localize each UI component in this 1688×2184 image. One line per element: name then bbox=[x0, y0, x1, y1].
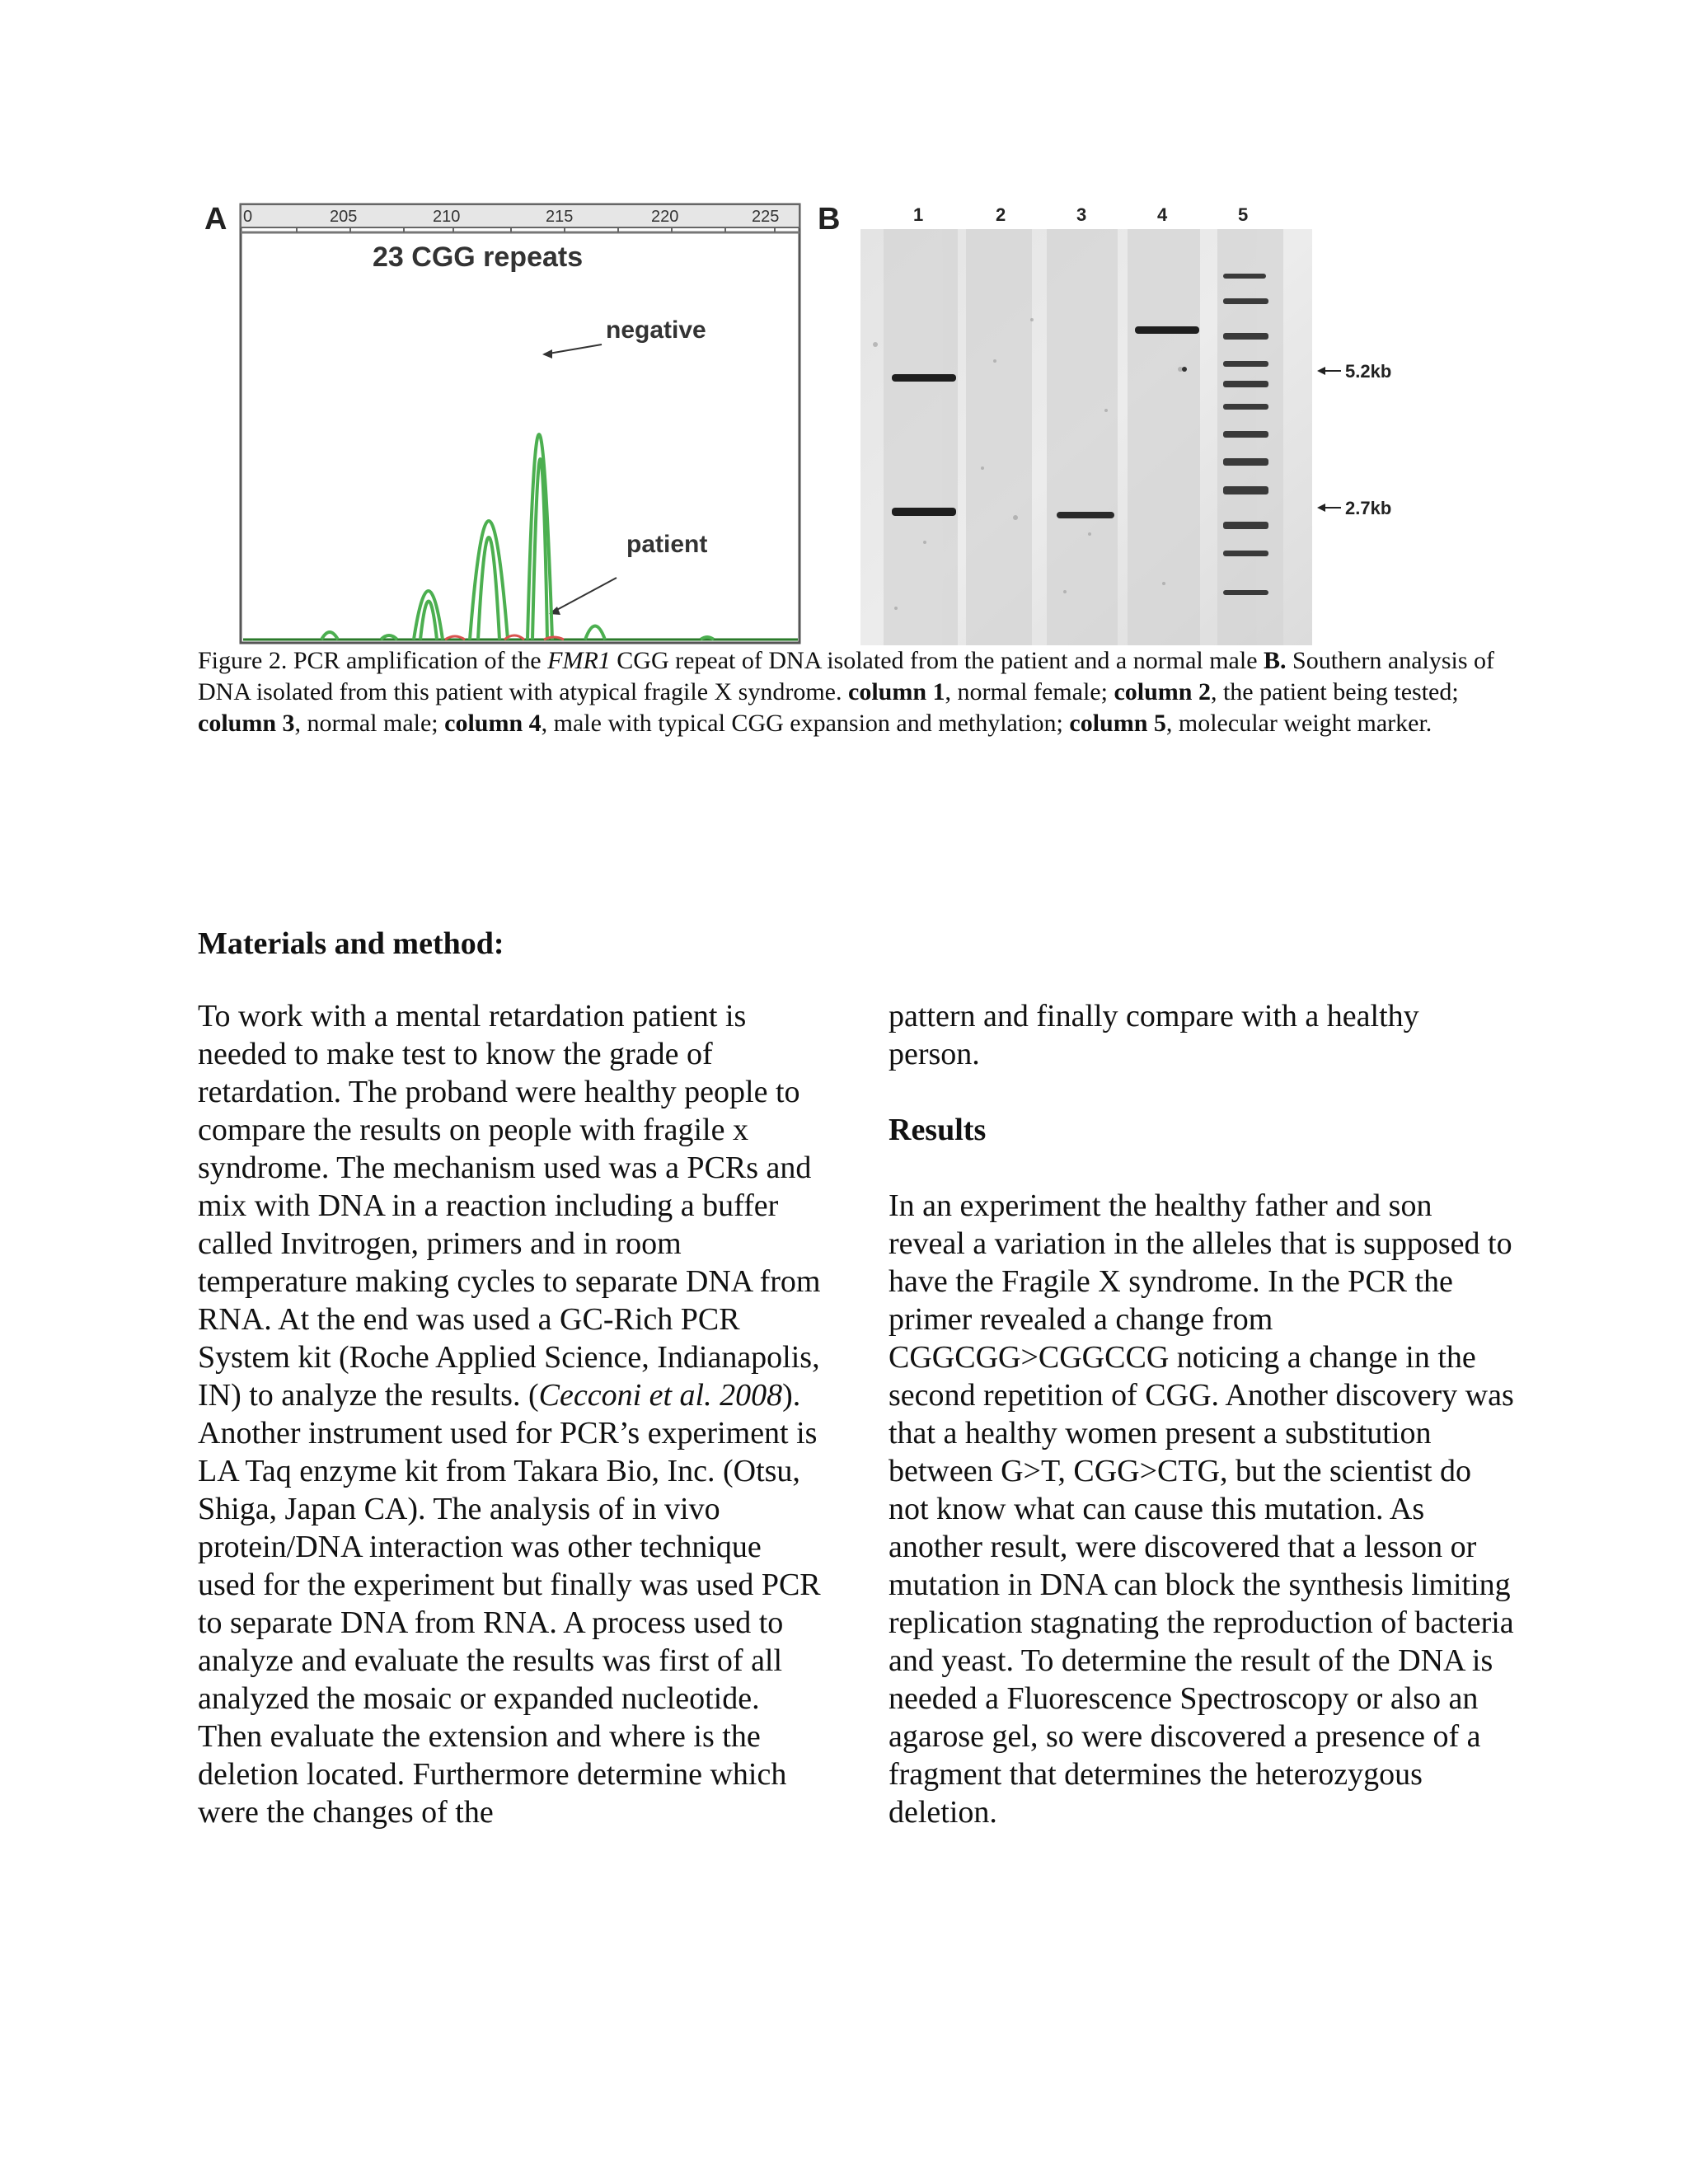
caption-column-1-text: , normal female; bbox=[945, 678, 1114, 705]
caption-column-5-label: column 5 bbox=[1069, 710, 1166, 737]
annotation-patient: patient bbox=[626, 531, 708, 558]
tick-label-205: 205 bbox=[330, 208, 358, 226]
tick-label-220: 220 bbox=[651, 208, 679, 226]
caption-column-3-label: column 3 bbox=[198, 710, 295, 737]
materials-method-paragraph bbox=[198, 997, 824, 1831]
caption-column-4-text: , male with typical CGG expansion and methylation; bbox=[541, 710, 1070, 737]
tick-label-210: 210 bbox=[433, 208, 461, 226]
lane-label-1: 1 bbox=[913, 204, 924, 225]
materials-text-part2: ). Another instrument used for PCR’s experiment is LA Taq enzyme kit from Takara Bio, Inc. (Otsu, Shiga, Japan CA). The analysis of in vivo protein/DNA interaction was other technique used for the experiment but finally was used PCR to separate DNA from RNA. A process used to analyze and evaluate the results was first of all analyzed the mosaic or expanded nucleotide. Then evaluate the extension and where is the deletion located. Furthermore determine which were the changes of the bbox=[198, 1378, 821, 1830]
caption-gene: FMR1 bbox=[547, 647, 611, 674]
caption-column-2-label: column 2 bbox=[1114, 678, 1211, 705]
tick-label-0: 0 bbox=[243, 208, 253, 226]
materials-continuation: pattern and finally compare with a healthy person. bbox=[889, 999, 1419, 1071]
lane-label-5: 5 bbox=[1238, 204, 1249, 225]
panel-a-svg bbox=[198, 196, 808, 645]
panel-a-axis-band bbox=[241, 204, 799, 227]
panel-b-label: B bbox=[818, 202, 841, 237]
marker-label-2-7kb: 2.7kb bbox=[1345, 498, 1392, 518]
caption-mid: CGG repeat of DNA isolated from the patient and a normal male bbox=[610, 647, 1264, 674]
panel-a-label: A bbox=[204, 202, 227, 237]
left-column bbox=[198, 997, 824, 1831]
citation-cecconi: Cecconi et al. 2008 bbox=[538, 1378, 783, 1413]
right-column bbox=[889, 997, 1515, 1831]
caption-column-1-label: column 1 bbox=[848, 678, 945, 705]
tick-label-225: 225 bbox=[752, 208, 780, 226]
panel-b-southern-blot bbox=[818, 196, 1409, 645]
lane4-band bbox=[1135, 326, 1199, 334]
panel-a-title: 23 CGG repeats bbox=[373, 241, 584, 273]
results-heading: Results bbox=[889, 1113, 987, 1147]
caption-column-3-text: , normal male; bbox=[294, 710, 445, 737]
lane3-band bbox=[1057, 512, 1114, 518]
caption-column-5-text: , molecular weight marker. bbox=[1165, 710, 1432, 737]
annotation-negative: negative bbox=[606, 316, 706, 344]
figure-caption bbox=[198, 645, 1496, 739]
lane-label-3: 3 bbox=[1076, 204, 1087, 225]
figure-2 bbox=[198, 196, 1409, 645]
caption-after-b: Southern analysis of DNA isolated from this patient with atypical fragile X syndrome. bbox=[198, 647, 1495, 705]
caption-column-4-label: column 4 bbox=[444, 710, 542, 737]
lane-label-4: 4 bbox=[1157, 204, 1168, 225]
results-paragraph: In an experiment the healthy father and son reveal a variation in the alleles that is supposed to have the Fragile X syndrome. In the PCR the primer revealed a change from CGGCGG>CGGCCG noticing a change in the second repetition of CGG. Another discovery was that a healthy women present a substitution between G>T, CGG>CTG, but the scientist do not know what can cause this mutation. As another result, were discovered that a lesson or mutation in DNA can block the synthesis limiting replication stagnating the reproduction of bacteria and yeast. To determine the result of the DNA is needed a Fluorescence Spectroscopy or also an agarose gel, so were discovered a presence of a fragment that determines the heterozygous deletion. bbox=[889, 1188, 1514, 1830]
marker-label-5-2kb: 5.2kb bbox=[1345, 361, 1392, 382]
materials-text-part1: To work with a mental retardation patient is needed to make test to know the grade of retardation. The proband were healthy people to compare the results on people with fragile x syndrome. The mechanism used was a PCRs and mix with DNA in a reaction including a buffer called Invitrogen, primers and in room temperature making cycles to separate DNA from RNA. At the end was used a GC-Rich PCR System kit (Roche Applied Science, Indianapolis, IN) to analyze the results. ( bbox=[198, 999, 821, 1413]
lane1-band-upper bbox=[892, 374, 956, 382]
lane-label-2: 2 bbox=[996, 204, 1006, 225]
caption-prefix: Figure 2. PCR amplification of the bbox=[198, 647, 548, 674]
panel-a-electropherogram bbox=[198, 196, 808, 645]
panel-b-svg bbox=[818, 196, 1409, 645]
caption-column-2-text: , the patient being tested; bbox=[1210, 678, 1459, 705]
section-heading-materials-method: Materials and method: bbox=[198, 926, 504, 961]
lane1-band-lower bbox=[892, 508, 956, 516]
tick-label-215: 215 bbox=[546, 208, 574, 226]
caption-b-label: B. bbox=[1264, 647, 1287, 674]
